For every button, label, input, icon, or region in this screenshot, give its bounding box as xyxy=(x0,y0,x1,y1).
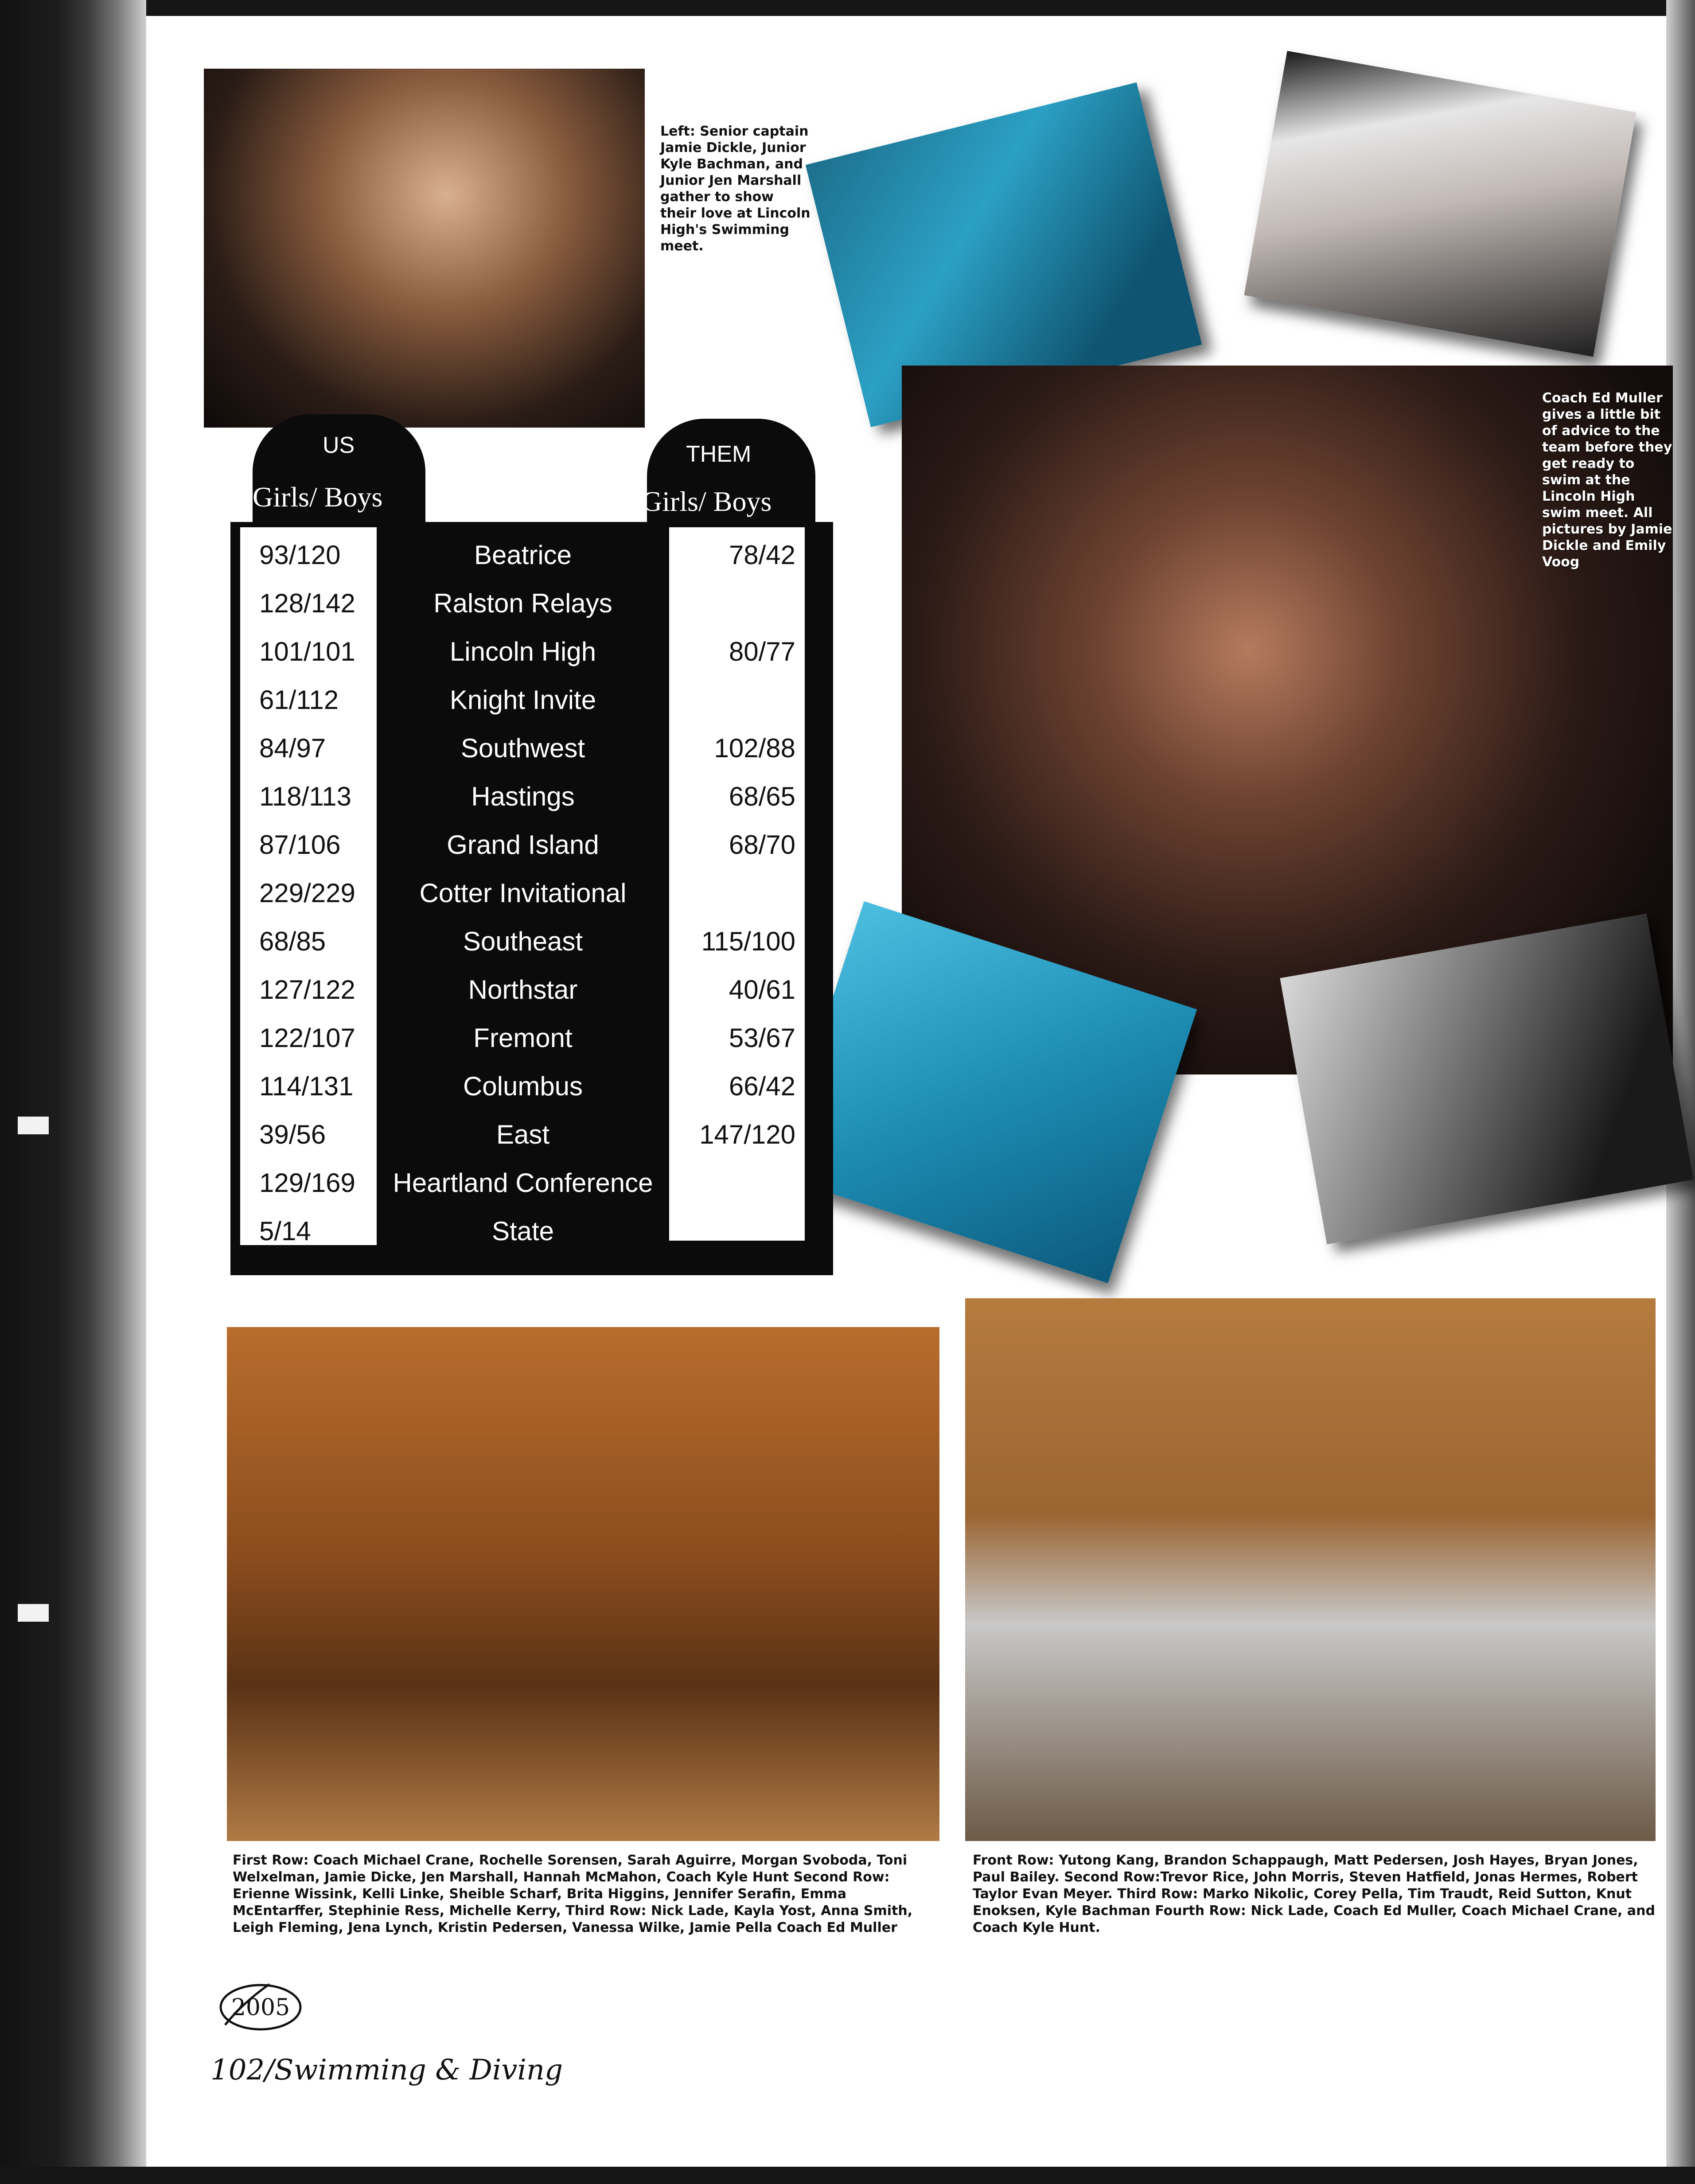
score-opponent: Fremont xyxy=(473,1023,573,1053)
caption-three-swimmers: Left: Senior captain Jamie Dickle, Junior Kyle Bachman, and Junior Jen Marshall gather to show their love at Lincoln High's Swimming meet. xyxy=(660,124,810,254)
photo-swimmer-stroke xyxy=(1244,51,1636,357)
score-opponent: Southwest xyxy=(460,733,585,763)
year-2005-logo xyxy=(216,1981,305,2034)
score-opponent: Grand Island xyxy=(447,830,599,860)
score-them: 102/88 xyxy=(714,733,795,763)
score-them: 68/70 xyxy=(729,830,795,860)
score-them: 115/100 xyxy=(701,927,795,956)
score-them xyxy=(671,1207,795,1256)
photo-three-swimmers xyxy=(204,69,645,428)
score-them: 66/42 xyxy=(729,1071,795,1101)
scoreboard-them-label: THEM xyxy=(686,441,752,467)
scoreboard-us-header: Girls/ Boys xyxy=(253,481,383,513)
score-us: 39/56 xyxy=(259,1120,326,1149)
score-opponent: Heartland Conference xyxy=(393,1168,653,1198)
score-us: 129/169 xyxy=(259,1168,355,1198)
score-opponent: Ralston Relays xyxy=(433,588,612,618)
score-opponent: East xyxy=(496,1120,550,1149)
score-us: 87/106 xyxy=(259,830,341,860)
page-footer: 102/Swimming & Diving xyxy=(210,2054,563,2087)
scoreboard-us-label: US xyxy=(323,432,355,458)
score-them: 68/65 xyxy=(729,782,795,811)
score-us: 68/85 xyxy=(259,927,326,956)
score-us: 5/14 xyxy=(259,1216,311,1246)
score-opponent: State xyxy=(491,1216,554,1246)
caption-girls-team: First Row: Coach Michael Crane, Rochelle Sorensen, Sarah Aguirre, Morgan Svoboda, Toni Welxelman, Jamie Dicke, Jen Marshall, Hannah McMahon, Coach Kyle Hunt Second Row: Erienne Wissink, Kelli Linke, Sheible Scharf, Brita Higgins, Jennifer Serafin, Emma McEntarffer, Stephinie Ress, Michelle Kerry, Third Row: Nick Lade, Kayla Yost, Anna Smith, Leigh Fleming, Jena Lynch, Kristin Pedersen, Vanessa Wilke, Jamie Pella Coach Ed Muller xyxy=(233,1853,913,1935)
score-them xyxy=(671,1159,795,1207)
score-them xyxy=(671,579,795,628)
caption-boys-team: Front Row: Yutong Kang, Brandon Schappaugh, Matt Pedersen, Josh Hayes, Bryan Jones, Paul Bailey. Second Row:Trevor Rice, John Morris, Steven Hatfield, Jonas Hermes, Robert Taylor Evan Meyer. Third Row: Marko Nikolic, Corey Pella, Tim Traudt, Reid Sutton, Knut Enoksen, Kyle Bachman Fourth Row: Nick Lade, Coach Ed Muller, Coach Michael Crane, and Coach Kyle Hunt. xyxy=(973,1853,1655,1935)
score-us: 114/131 xyxy=(259,1071,354,1101)
score-them: 78/42 xyxy=(729,540,795,570)
page-top-edge xyxy=(0,0,1695,16)
score-us: 84/97 xyxy=(259,733,326,763)
score-us: 127/122 xyxy=(259,975,355,1004)
score-opponent: Beatrice xyxy=(474,540,572,570)
score-opponent: Southeast xyxy=(463,927,583,956)
score-them: 80/77 xyxy=(729,637,795,666)
score-them xyxy=(671,676,795,724)
photo-boys-team xyxy=(965,1298,1656,1841)
score-opponent: Knight Invite xyxy=(449,685,596,715)
score-opponent: Northstar xyxy=(468,975,578,1004)
score-them: 40/61 xyxy=(729,975,795,1004)
score-opponent: Cotter Invitational xyxy=(419,878,627,908)
caption-coach-huddle: Coach Ed Muller gives a little bit of advice to the team before they get ready to swim at the Lincoln High swim meet. All pictures by Jamie Dickle and Emily Voog xyxy=(1542,390,1672,570)
year-2005-text: 2005 xyxy=(231,1994,290,2021)
score-them xyxy=(671,869,795,918)
score-us: 229/229 xyxy=(259,878,355,908)
scoreboard-them-header: Girls/ Boys xyxy=(642,486,772,517)
score-opponent: Lincoln High xyxy=(449,637,596,666)
score-opponent: Columbus xyxy=(463,1071,583,1101)
score-opponent: Hastings xyxy=(471,782,575,811)
score-us: 61/112 xyxy=(259,685,339,715)
score-us: 93/120 xyxy=(259,540,341,570)
score-us: 122/107 xyxy=(259,1023,355,1053)
page-bottom-edge xyxy=(0,2167,1695,2184)
book-binding xyxy=(0,0,146,2184)
photo-girls-team xyxy=(227,1327,939,1841)
score-us: 128/142 xyxy=(259,588,355,618)
score-them: 53/67 xyxy=(729,1023,795,1053)
score-us: 118/113 xyxy=(259,782,351,811)
score-them: 147/120 xyxy=(699,1120,795,1149)
score-us: 101/101 xyxy=(259,637,355,666)
